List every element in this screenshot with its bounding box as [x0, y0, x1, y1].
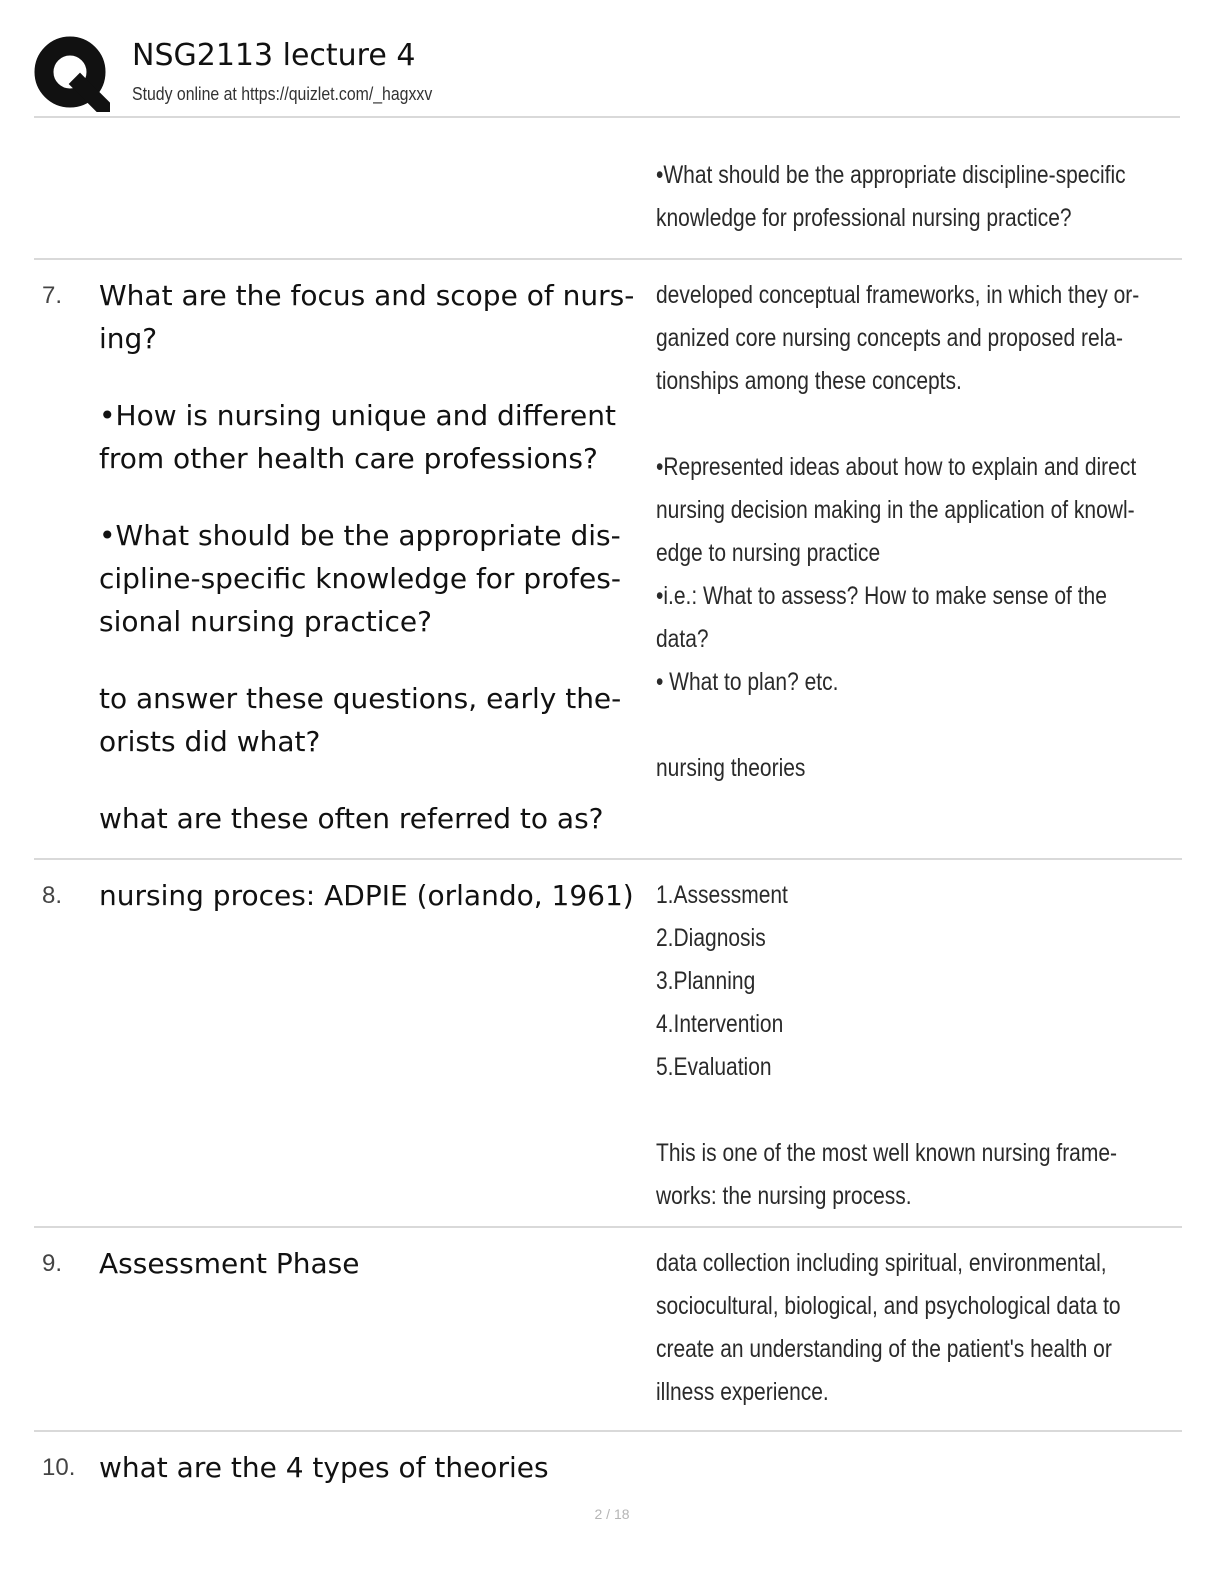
card-term: [99, 874, 649, 917]
page-title: NSG2113 lecture 4: [132, 38, 416, 73]
card-number: 7.: [42, 282, 63, 309]
card-definition: data collection including spiritual, environmental, sociocultural, biological, and psychological data to create an understanding of the patient's health or illness experience.: [656, 1249, 1121, 1406]
card-definition: •What should be the appropriate discipline-specific knowledge for professional nursing practice?: [656, 161, 1126, 232]
term-paragraph: to answer these questions, early the-orists did what?: [99, 682, 622, 758]
page-header: [34, 30, 1180, 118]
flashcard: [34, 1228, 1182, 1432]
page-number: 2 / 18: [594, 1506, 630, 1522]
quizlet-logo-icon: [34, 34, 110, 112]
card-term: [99, 1446, 649, 1489]
term-paragraph: Assessment Phase: [99, 1247, 360, 1280]
term-paragraph: what are these often referred to as?: [99, 802, 604, 835]
term-paragraph: What are the focus and scope of nurs-ing?: [99, 279, 635, 355]
flashcard: [34, 1432, 1182, 1512]
flashcard-list: [34, 140, 1182, 1512]
card-number: 8.: [42, 882, 63, 909]
flashcard: [34, 140, 1182, 260]
card-term: [99, 1242, 649, 1285]
term-paragraph: what are the 4 types of theories: [99, 1451, 549, 1484]
card-term: [99, 274, 649, 840]
card-number: 10.: [42, 1454, 76, 1481]
study-online-link[interactable]: Study online at https://quizlet.com/_hagxxv: [132, 84, 433, 104]
term-paragraph: nursing proces: ADPIE (orlando, 1961): [99, 879, 634, 912]
card-definition: developed conceptual frameworks, in which they or- ganized core nursing concepts and proposed rela- tionships among these concepts. •Represented ideas about how to explain and direct nursing decision making in the application of knowl- edge to nursing practice •i.e.: What to assess? How to make sense of the data? • What to plan? etc. nursing theories: [656, 281, 1140, 782]
flashcard: [34, 860, 1182, 1228]
term-paragraph: •What should be the appropriate dis-cipline-specific knowledge for profes-sional nursing practice?: [99, 519, 621, 638]
card-definition: 1.Assessment 2.Diagnosis 3.Planning 4.Intervention 5.Evaluation This is one of the most well known nursing frame- works: the nursing process.: [656, 881, 1118, 1210]
flashcard: [34, 260, 1182, 860]
card-number: 9.: [42, 1250, 63, 1277]
term-paragraph: •How is nursing unique and different from other health care professions?: [99, 399, 616, 475]
